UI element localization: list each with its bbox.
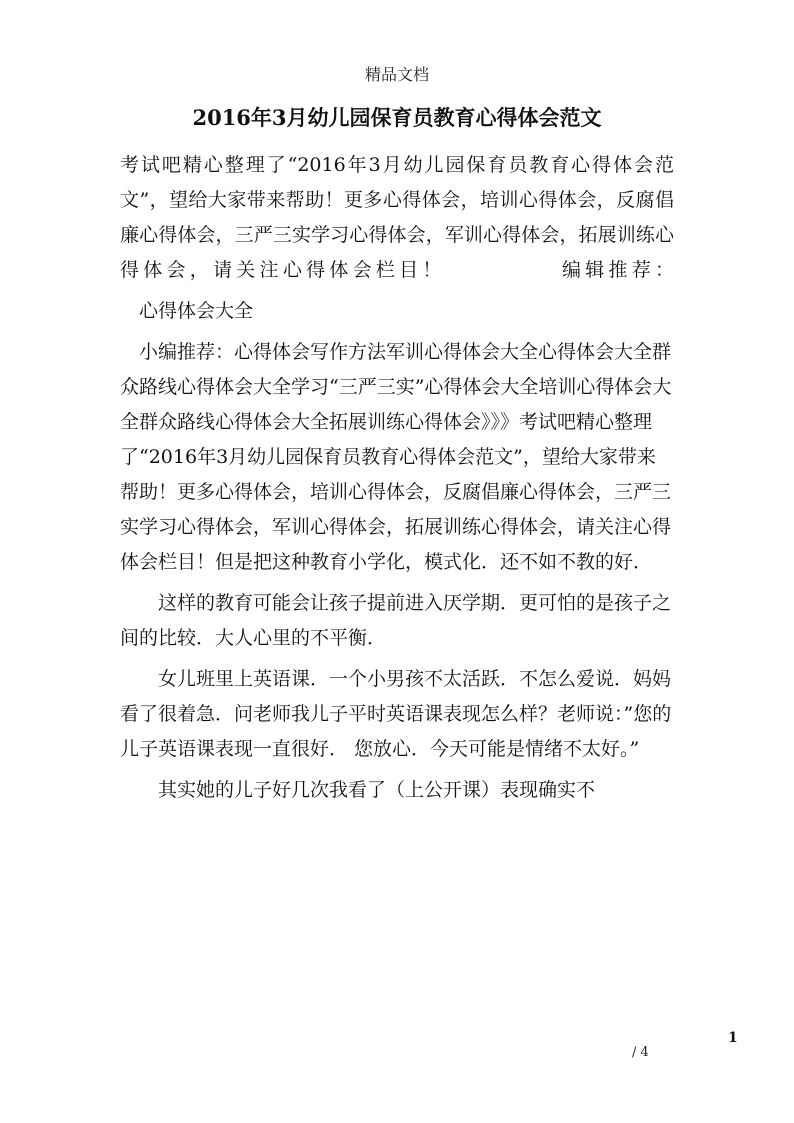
page-header: 精品文档 — [364, 65, 429, 84]
paragraph-intro: 考试吧精心整理了“2016年3月幼儿园保育员教育心得体会范文”，望给大家带来帮助！更多心得体会，培训心得体会，反腐倡廉心得体会，三严三实学习心得体会，军训心得体会，拓展训练心得体会，请关注心得体会栏目！ 编辑推荐： — [120, 154, 674, 281]
page-total: / 4 — [632, 1045, 649, 1060]
paragraph-heading-collection: 心得体会大全 — [139, 300, 254, 322]
page-number: 1 — [728, 1030, 738, 1046]
paragraph-open-class: 其实她的儿子好几次我看了（上公开课）表现确实不 — [158, 779, 596, 801]
document-body — [120, 148, 674, 814]
paragraph-english-class: 女儿班里上英语课．一个小男孩不太活跃．不怎么爱说．妈妈看了很着急．问老师我儿子平时英语课表现怎么样？老师说：”您的儿子英语课表现一直很好． 您放心．今天可能是情绪不太好。” — [120, 668, 672, 760]
paragraph-education-effects: 这样的教育可能会让孩子提前进入厌学期．更可怕的是孩子之间的比较．大人心里的不平衡． — [120, 592, 672, 649]
paragraph-recommendations: 小编推荐：心得体会写作方法军训心得体会大全心得体会大全群众路线心得体会大全学习“三严三实”心得体会大全培训心得体会大全群众路线心得体会大全拓展训练心得体会》》》考试吧精心整理了“2016年3月幼儿园保育员教育心得体会范文”，望给大家带来帮助！更多心得体会，培训心得体会，反腐倡廉心得体会，三严三实学习心得体会，军训心得体会，拓展训练心得体会，请关注心得体会栏目！但是把这种教育小学化，模式化．还不如不教的好． — [120, 341, 672, 573]
document-title: 2016年3月幼儿园保育员教育心得体会范文 — [192, 105, 602, 130]
